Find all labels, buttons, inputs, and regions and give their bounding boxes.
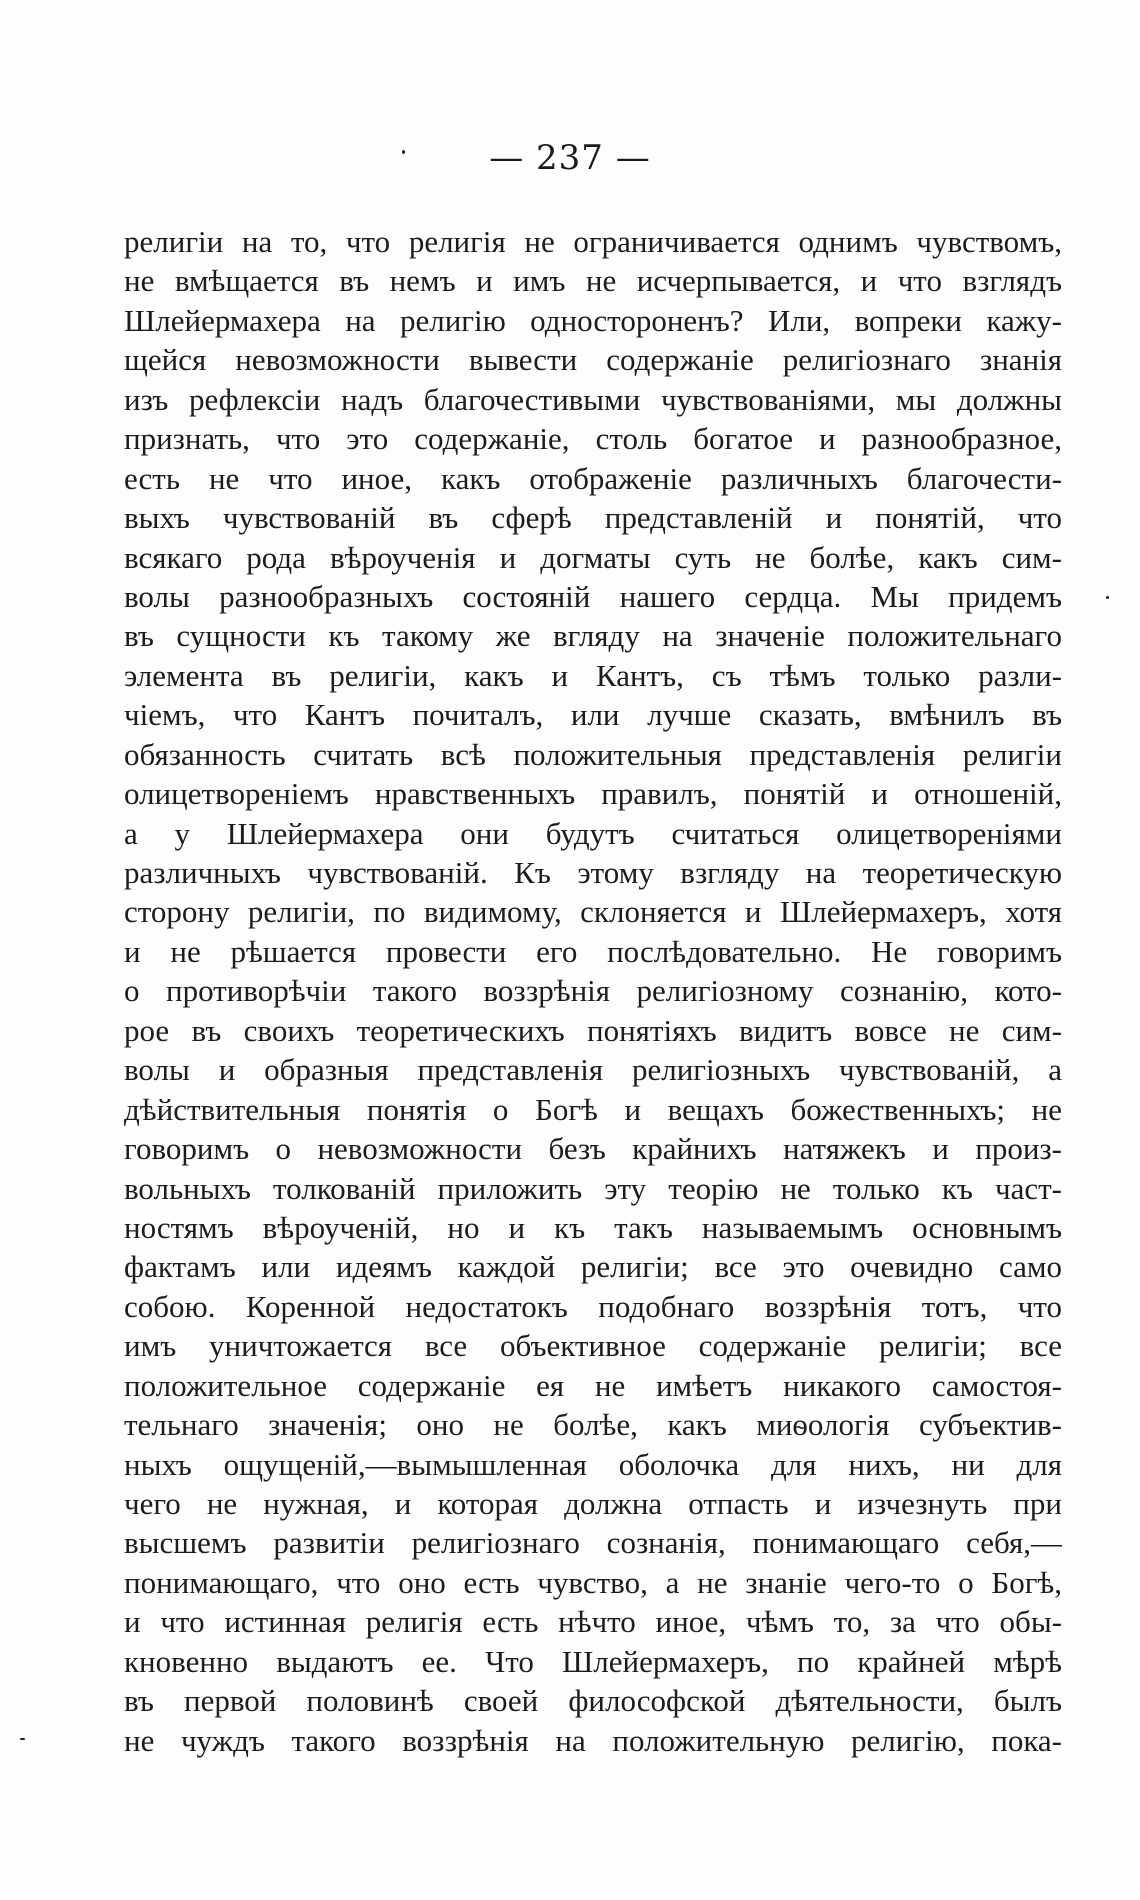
text-line: въ первой половинѣ своей философской дѣятельности, былъ [124, 1683, 1062, 1719]
text-line: религіи на то, что религія не ограничивается однимъ чувствомъ, [124, 224, 1062, 259]
text-line: элемента въ религіи, какъ и Кантъ, съ тѣмъ только разли- [124, 657, 1062, 693]
text-line: собою. Коренной недостатокъ подобнаго воззрѣнія тотъ, что [124, 1288, 1062, 1324]
text-line: чіемъ, что Кантъ почиталъ, или лучше сказать, вмѣнилъ въ [124, 697, 1062, 733]
print-speck [402, 150, 405, 154]
text-line: волы и образныя представленія религіозныхъ чувствованій, а [124, 1052, 1062, 1088]
text-line: не вмѣщается въ немъ и имъ не исчерпывается, и что взглядъ [124, 263, 1062, 299]
text-line: высшемъ развитіи религіознаго сознанія, понимающаго себя,— [124, 1525, 1062, 1561]
text-line: признать, что это содержаніе, столь богатое и разнообразное, [124, 421, 1062, 457]
text-line: и не рѣшается провести его послѣдовательно. Не говоримъ [124, 933, 1062, 969]
text-line: всякаго рода вѣроученія и догматы суть не болѣе, какъ сим- [124, 539, 1062, 575]
text-line: и что истинная религія есть нѣчто иное, чѣмъ то, за что обы- [124, 1604, 1062, 1640]
text-line: ныхъ ощущеній,—вымышленная оболочка для нихъ, ни для [124, 1446, 1062, 1482]
text-line: обязанность считать всѣ положительныя представленія религіи [124, 736, 1062, 772]
print-speck [1106, 596, 1109, 599]
text-line: въ сущности къ такому же вгляду на значеніе положительнаго [124, 618, 1062, 654]
text-line: олицетвореніемъ нравственныхъ правилъ, понятій и отношеній, [124, 776, 1062, 812]
text-line: положительное содержаніе ея не имѣетъ никакого самостоя- [124, 1367, 1062, 1403]
text-line: рое въ своихъ теоретическихъ понятіяхъ видитъ вовсе не сим- [124, 1012, 1062, 1048]
text-line: фактамъ или идеямъ каждой религіи; все это очевидно само [124, 1249, 1062, 1285]
text-line: не чуждъ такого воззрѣнія на положительную религію, пока- [124, 1722, 1062, 1758]
text-line: вольныхъ толкованій приложить эту теорію не только къ част- [124, 1170, 1062, 1206]
text-line: а у Шлейермахера они будутъ считаться олицетвореніями [124, 815, 1062, 851]
text-line: чего не нужная, и которая должна отпасть и изчезнуть при [124, 1486, 1062, 1521]
text-line: различныхъ чувствованій. Къ этому взгляду на теоретическую [124, 855, 1062, 890]
text-line: тельнаго значенія; оно не болѣе, какъ миѳологія субъектив- [124, 1407, 1062, 1443]
body-text [124, 222, 1062, 1760]
page-number: — 237 — [489, 138, 651, 178]
text-line: изъ рефлексіи надъ благочестивыми чувствованіями, мы должны [124, 381, 1062, 417]
text-line: понимающаго, что оно есть чувство, а не знаніе чего-то о Богѣ, [124, 1564, 1062, 1600]
text-line: щейся невозможности вывести содержаніе религіознаго знанія [124, 342, 1062, 378]
text-line: волы разнообразныхъ состояній нашего сердца. Мы придемъ [124, 578, 1062, 614]
text-line: Шлейермахера на религію одностороненъ? Или, вопреки кажу- [124, 302, 1062, 338]
print-speck [20, 1738, 25, 1740]
text-line: дѣйствительныя понятія о Богѣ и вещахъ божественныхъ; не [124, 1091, 1062, 1127]
text-line: сторону религіи, по видимому, склоняется и Шлейермахеръ, хотя [124, 894, 1062, 930]
text-line: имъ уничтожается все объективное содержаніе религіи; все [124, 1328, 1062, 1364]
text-line: выхъ чувствованій въ сферѣ представленій и понятій, что [124, 500, 1062, 536]
text-line: говоримъ о невозможности безъ крайнихъ натяжекъ и произ- [124, 1131, 1062, 1167]
text-line: о противорѣчіи такого воззрѣнія религіозному сознанію, кото- [124, 973, 1062, 1009]
text-line: ностямъ вѣроученій, но и къ такъ называемымъ основнымъ [124, 1209, 1062, 1245]
text-line: кновенно выдаютъ ее. Что Шлейермахеръ, по крайней мѣрѣ [124, 1643, 1062, 1679]
text-line: есть не что иное, какъ отображеніе различныхъ благочести- [124, 460, 1062, 496]
